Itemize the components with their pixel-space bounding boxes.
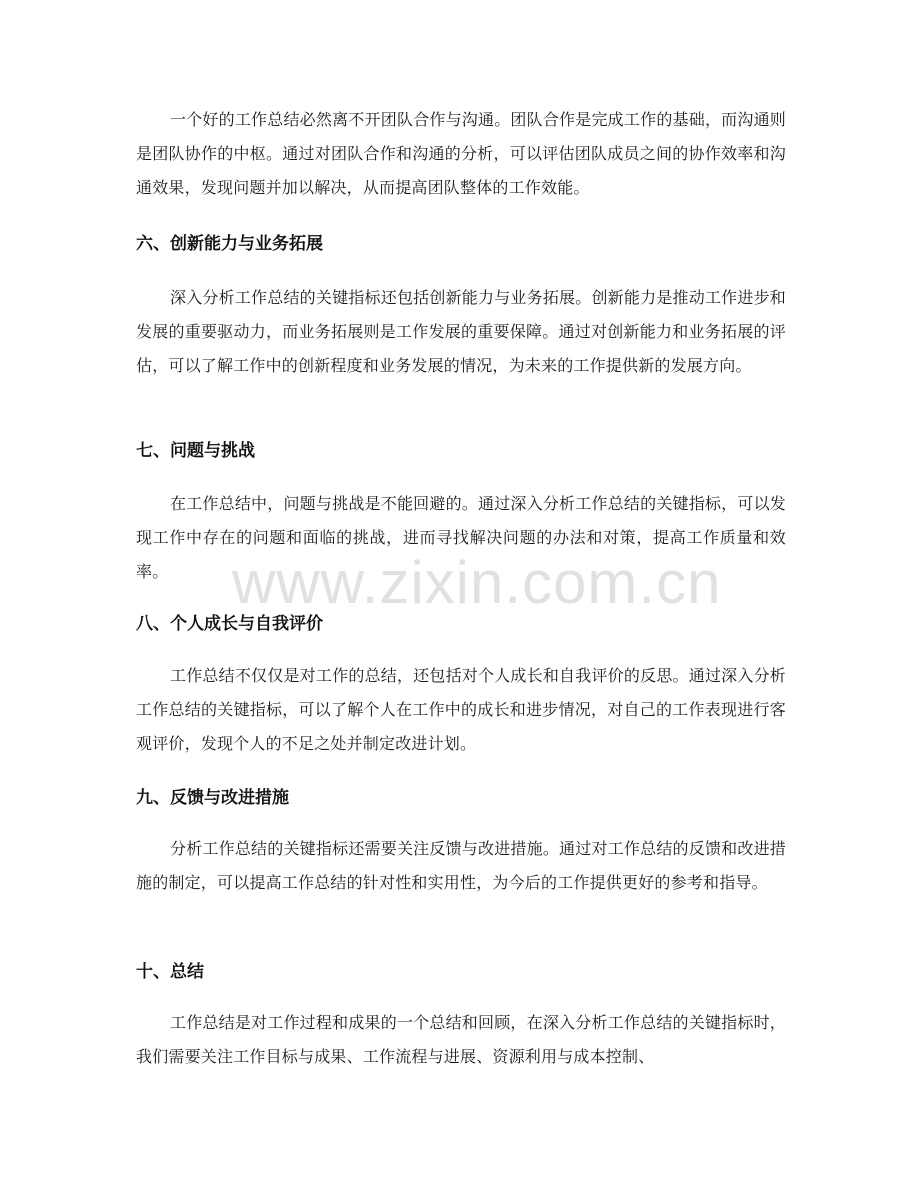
section-summary-body: [136, 1006, 786, 1074]
paragraph-problems: 在工作总结中，问题与挑战是不能回避的。通过深入分析工作总结的关键指标，可以发现工作中存在的问题和面临的挑战，进而寻找解决问题的办法和对策，提高工作质量和效率。: [136, 494, 786, 581]
watermark: www.zixin.com.cn: [232, 549, 722, 616]
section-teamwork: [136, 103, 786, 205]
section-feedback: [136, 786, 786, 810]
section-summary: [136, 960, 786, 984]
heading-growth: 八、个人成长与自我评价: [136, 614, 323, 634]
section-problems-body: [136, 487, 786, 589]
heading-summary: 十、总结: [136, 962, 204, 982]
section-problems: [136, 439, 786, 463]
section-feedback-body: [136, 832, 786, 900]
section-innovation-body: [136, 281, 786, 383]
paragraph-feedback: 分析工作总结的关键指标还需要关注反馈与改进措施。通过对工作总结的反馈和改进措施的制定，可以提高工作总结的针对性和实用性，为今后的工作提供更好的参考和指导。: [136, 839, 786, 892]
paragraph-teamwork: 一个好的工作总结必然离不开团队合作与沟通。团队合作是完成工作的基础，而沟通则是团队协作的中枢。通过对团队合作和沟通的分析，可以评估团队成员之间的协作效率和沟通效果，发现问题并加以解决，从而提高团队整体的工作效能。: [136, 110, 786, 197]
section-innovation: [136, 232, 786, 256]
section-growth-body: [136, 659, 786, 761]
section-growth: [136, 612, 786, 636]
paragraph-growth: 工作总结不仅仅是对工作的总结，还包括对个人成长和自我评价的反思。通过深入分析工作总结的关键指标，可以了解个人在工作中的成长和进步情况，对自己的工作表现进行客观评价，发现个人的不足之处并制定改进计划。: [136, 666, 786, 753]
heading-innovation: 六、创新能力与业务拓展: [136, 234, 323, 254]
heading-problems: 七、问题与挑战: [136, 441, 255, 461]
heading-feedback: 九、反馈与改进措施: [136, 788, 289, 808]
paragraph-innovation: 深入分析工作总结的关键指标还包括创新能力与业务拓展。创新能力是推动工作进步和发展的重要驱动力，而业务拓展则是工作发展的重要保障。通过对创新能力和业务拓展的评估，可以了解工作中的创新程度和业务发展的情况，为未来的工作提供新的发展方向。: [136, 288, 786, 375]
paragraph-summary: 工作总结是对工作过程和成果的一个总结和回顾，在深入分析工作总结的关键指标时，我们需要关注工作目标与成果、工作流程与进展、资源利用与成本控制、: [136, 1013, 786, 1066]
